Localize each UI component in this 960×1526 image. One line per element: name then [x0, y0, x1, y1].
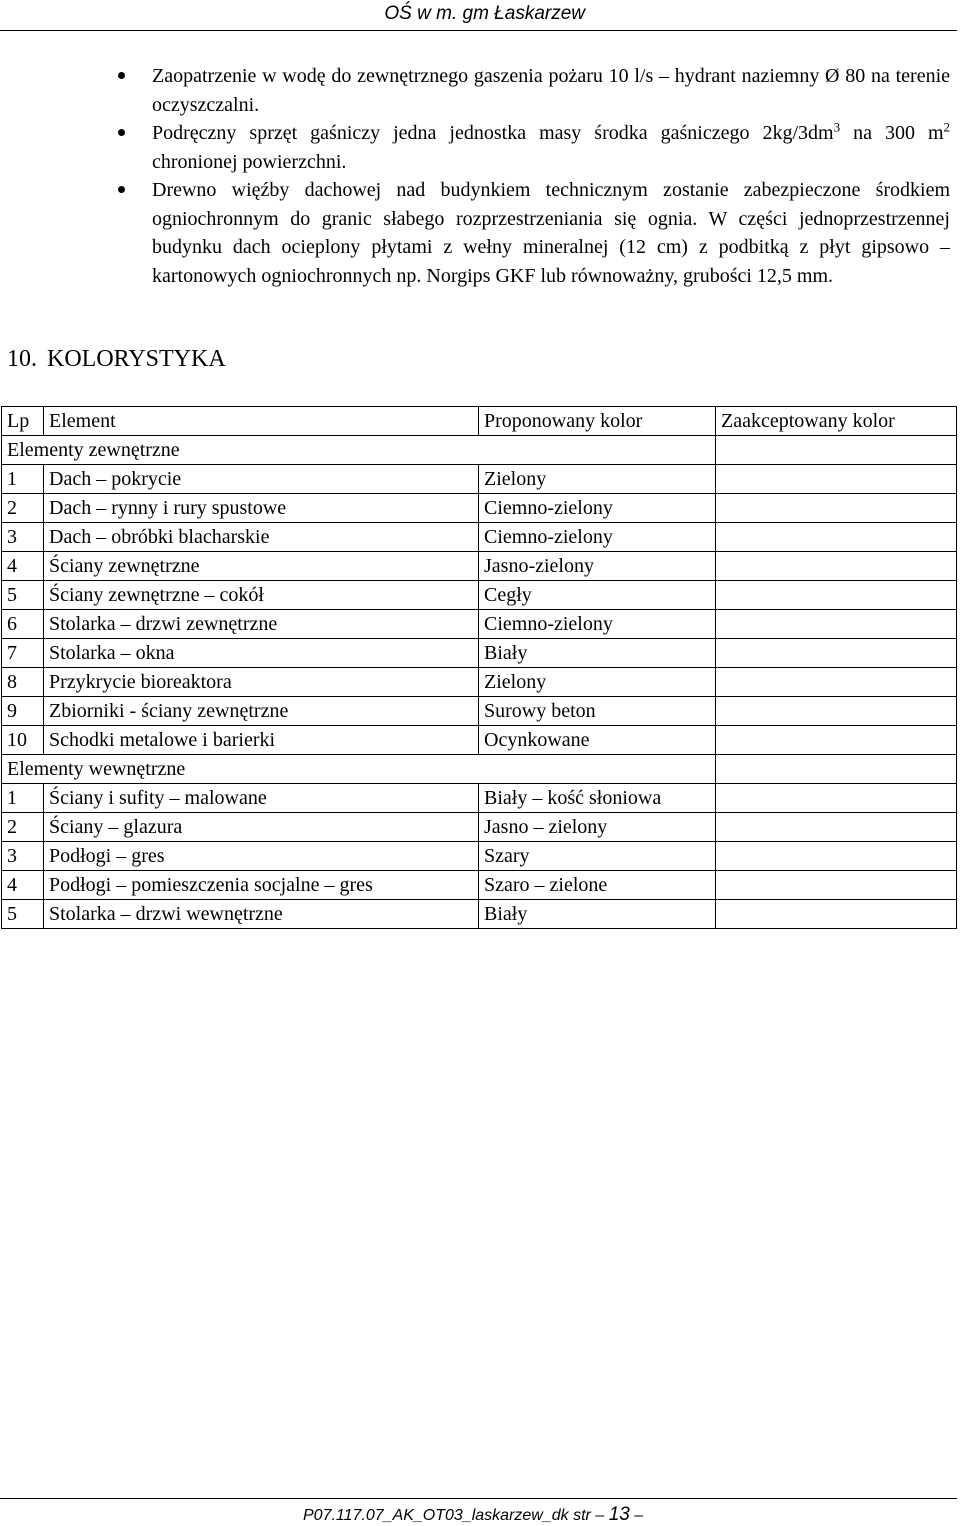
page-header: [0, 0, 957, 31]
cell-accepted: [716, 697, 957, 726]
table-row: [2, 697, 957, 726]
cell-accepted: [716, 494, 957, 523]
cell-lp: 3: [2, 842, 44, 871]
table-row: [2, 784, 957, 813]
page-footer: [0, 1498, 957, 1525]
table-row: [2, 639, 957, 668]
table-row: [2, 552, 957, 581]
cell-proposed: Zielony: [479, 668, 716, 697]
table-row: [2, 523, 957, 552]
group-empty-cell: [716, 436, 957, 465]
bullet-icon: [118, 186, 125, 193]
cell-element: Podłogi – pomieszczenia socjalne – gres: [44, 871, 479, 900]
header-proposed: Proponowany kolor: [479, 407, 716, 436]
header-element: Element: [44, 407, 479, 436]
cell-element: Podłogi – gres: [44, 842, 479, 871]
cell-proposed: Szary: [479, 842, 716, 871]
footer-text: [303, 1504, 643, 1526]
cell-proposed: Zielony: [479, 465, 716, 494]
cell-element: Stolarka – drzwi wewnętrzne: [44, 900, 479, 929]
page-number: 13: [608, 1504, 630, 1525]
section-title: KOLORYSTYKA: [47, 346, 226, 372]
header-accepted: Zaakceptowany kolor: [716, 407, 957, 436]
cell-lp: 2: [2, 813, 44, 842]
cell-proposed: Biały: [479, 900, 716, 929]
cell-proposed: Jasno-zielony: [479, 552, 716, 581]
cell-element: Schodki metalowe i barierki: [44, 726, 479, 755]
cell-lp: 4: [2, 871, 44, 900]
bullet-icon: [118, 129, 125, 136]
table-row: [2, 726, 957, 755]
list-item: [0, 119, 960, 176]
header-lp: Lp: [2, 407, 44, 436]
cell-accepted: [716, 581, 957, 610]
cell-accepted: [716, 552, 957, 581]
cell-element: Dach – pokrycie: [44, 465, 479, 494]
table-row: [2, 465, 957, 494]
section-number: 10.: [7, 346, 37, 372]
cell-lp: 1: [2, 465, 44, 494]
bullet-list: [0, 62, 960, 290]
header-title: OŚ w m. gm Łaskarzew: [384, 3, 585, 24]
group-label-internal: Elementy wewnętrzne: [2, 755, 716, 784]
cell-lp: 4: [2, 552, 44, 581]
cell-proposed: Surowy beton: [479, 697, 716, 726]
cell-element: Ściany – glazura: [44, 813, 479, 842]
cell-proposed: Ciemno-zielony: [479, 494, 716, 523]
cell-lp: 9: [2, 697, 44, 726]
cell-element: Przykrycie bioreaktora: [44, 668, 479, 697]
cell-accepted: [716, 610, 957, 639]
cell-element: Stolarka – okna: [44, 639, 479, 668]
cell-accepted: [716, 900, 957, 929]
section-heading: [7, 346, 226, 373]
group-row: [2, 436, 957, 465]
cell-lp: 2: [2, 494, 44, 523]
bullet-icon: [118, 72, 125, 79]
group-empty-cell: [716, 755, 957, 784]
table-row: [2, 668, 957, 697]
table-row: [2, 871, 957, 900]
cell-accepted: [716, 813, 957, 842]
cell-accepted: [716, 668, 957, 697]
cell-lp: 1: [2, 784, 44, 813]
cell-lp: 10: [2, 726, 44, 755]
cell-accepted: [716, 842, 957, 871]
cell-accepted: [716, 639, 957, 668]
cell-element: Ściany i sufity – malowane: [44, 784, 479, 813]
group-row: [2, 755, 957, 784]
cell-proposed: Ciemno-zielony: [479, 523, 716, 552]
cell-lp: 7: [2, 639, 44, 668]
cell-proposed: Ocynkowane: [479, 726, 716, 755]
table-row: [2, 581, 957, 610]
cell-element: Stolarka – drzwi zewnętrzne: [44, 610, 479, 639]
footer-code: P07.117.07_AK_OT03_laskarzew_dk: [303, 1507, 569, 1524]
cell-element: Zbiorniki - ściany zewnętrzne: [44, 697, 479, 726]
list-item: [0, 62, 960, 119]
bullet-text: Drewno więźby dachowej nad budynkiem technicznym zostanie zabezpieczone środkiem ogniochronnym do granic słabego rozprzestrzeniania się ognia. W części jednoprzestrzennej budynku dach ocieplony płytami z wełny mineralnej (12 cm) z podbitką z płyt gipsowo – kartonowych ogniochronnych np. Norgips GKF lub równoważny, grubości 12,5 mm.: [152, 179, 950, 287]
table-row: [2, 842, 957, 871]
cell-element: Ściany zewnętrzne – cokół: [44, 581, 479, 610]
cell-lp: 3: [2, 523, 44, 552]
footer-dash: –: [634, 1507, 644, 1524]
cell-proposed: Ciemno-zielony: [479, 610, 716, 639]
list-item: [0, 176, 960, 290]
table-header-row: [2, 407, 957, 436]
cell-proposed: Cegły: [479, 581, 716, 610]
cell-proposed: Biały: [479, 639, 716, 668]
cell-accepted: [716, 784, 957, 813]
table-row: [2, 813, 957, 842]
table-row: [2, 494, 957, 523]
cell-accepted: [716, 465, 957, 494]
cell-lp: 6: [2, 610, 44, 639]
cell-element: Dach – rynny i rury spustowe: [44, 494, 479, 523]
cell-proposed: Szaro – zielone: [479, 871, 716, 900]
cell-element: Dach – obróbki blacharskie: [44, 523, 479, 552]
cell-element: Ściany zewnętrzne: [44, 552, 479, 581]
footer-dash: –: [595, 1507, 605, 1524]
bullet-text: Podręczny sprzęt gaśniczy jedna jednostka masy środka gaśniczego $2kg/3dm^3$ na 300 $m^2$ chronionej powierzchni.: [152, 119, 950, 173]
cell-proposed: Biały – kość słoniowa: [479, 784, 716, 813]
color-table: [1, 406, 957, 929]
table-row: [2, 610, 957, 639]
cell-lp: 5: [2, 581, 44, 610]
cell-proposed: Jasno – zielony: [479, 813, 716, 842]
cell-accepted: [716, 871, 957, 900]
cell-accepted: [716, 523, 957, 552]
group-label-external: Elementy zewnętrzne: [2, 436, 716, 465]
footer-str-label: str: [573, 1507, 591, 1524]
cell-lp: 5: [2, 900, 44, 929]
cell-lp: 8: [2, 668, 44, 697]
cell-accepted: [716, 726, 957, 755]
bullet-text: Zaopatrzenie w wodę do zewnętrznego gaszenia pożaru 10 l/s – hydrant naziemny Ø 80 na terenie oczyszczalni.: [152, 65, 950, 116]
table-row: [2, 900, 957, 929]
